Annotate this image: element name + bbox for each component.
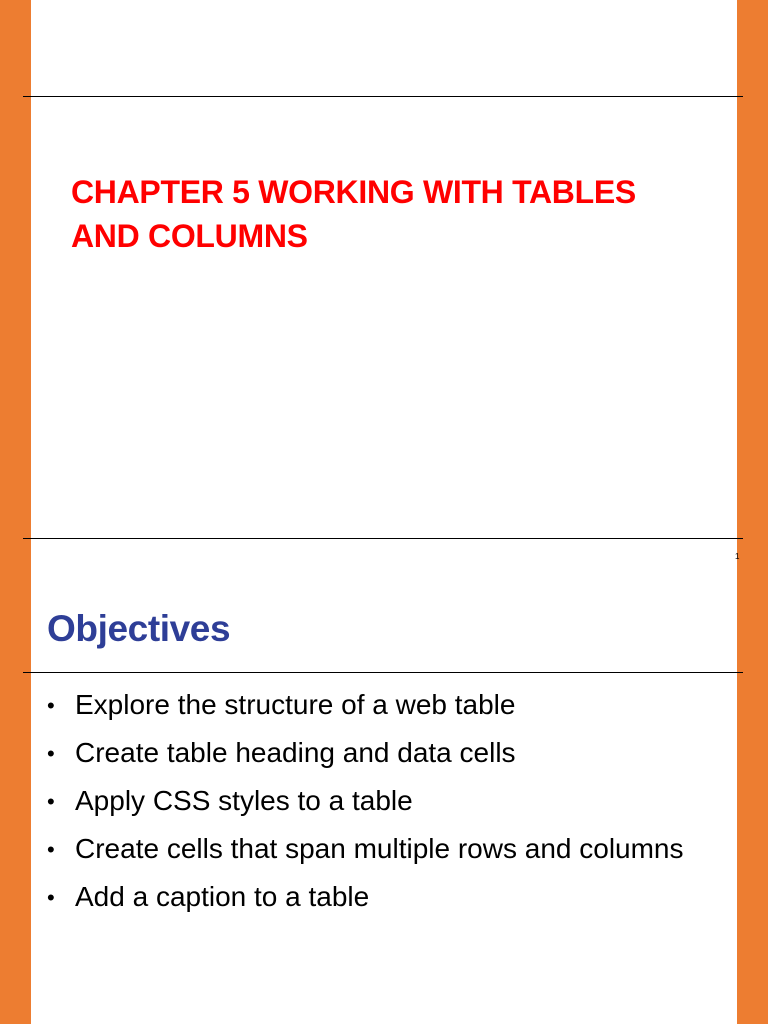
chapter-title: CHAPTER 5 WORKING WITH TABLES AND COLUMNS	[71, 174, 636, 254]
list-item-text: Create table heading and data cells	[75, 737, 516, 768]
list-item	[47, 876, 687, 917]
document-page	[31, 0, 740, 1024]
list-item	[47, 732, 687, 773]
list-item	[47, 684, 687, 725]
bullet-icon: •	[47, 741, 55, 766]
list-item-text: Add a caption to a table	[75, 881, 370, 912]
list-item-text: Explore the structure of a web table	[75, 689, 516, 720]
left-accent-bar	[0, 0, 31, 1024]
right-accent-bar	[737, 0, 768, 1024]
bullet-icon: •	[47, 837, 55, 862]
list-item	[47, 780, 687, 821]
bullet-icon: •	[47, 693, 55, 718]
slide-separator	[23, 538, 743, 539]
top-divider	[23, 96, 743, 97]
list-item-text: Apply CSS styles to a table	[75, 785, 413, 816]
list-item-text: Create cells that span multiple rows and columns	[75, 833, 684, 864]
page-number: 1	[735, 552, 740, 561]
objectives-title: Objectives	[47, 608, 231, 649]
bullet-icon: •	[47, 885, 55, 910]
list-item	[47, 828, 687, 869]
objectives-list	[47, 684, 687, 924]
objectives-divider	[23, 672, 743, 673]
bullet-icon: •	[47, 789, 55, 814]
